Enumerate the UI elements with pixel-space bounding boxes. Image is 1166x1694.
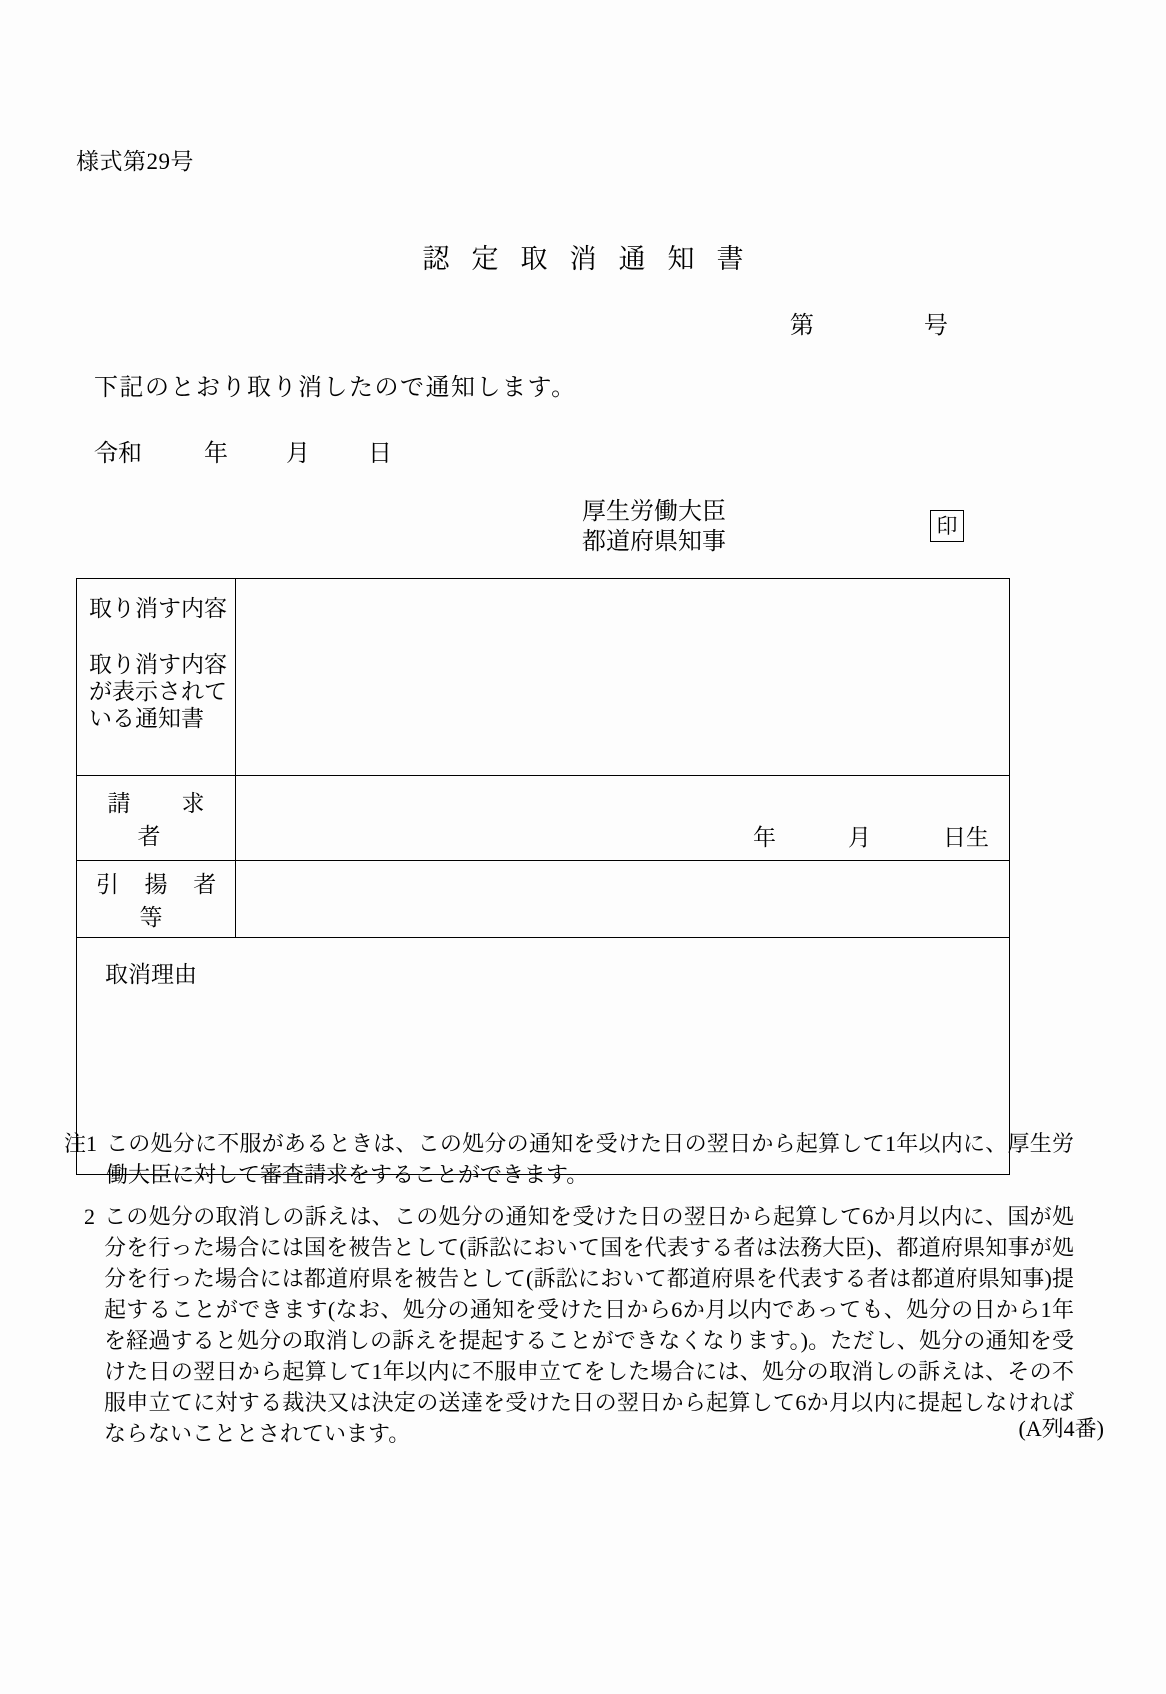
row-label-reason[interactable]: 取消理由 [77, 938, 1010, 1175]
page-title: 認定取消通知書 [422, 244, 766, 274]
document-number-line [790, 305, 948, 340]
row-label-cancellation [77, 579, 236, 776]
signature-minister: 厚生労働大臣 [582, 499, 726, 525]
era-label: 令和 [94, 441, 142, 467]
row-value-claimant[interactable] [236, 776, 1010, 861]
date-line [94, 433, 392, 468]
footnote-text: この処分に不服があるときは、この処分の通知を受けた日の翌日から起算して1年以内に、厚生労働大臣に対して審査請求をすることができます。 [106, 1131, 1074, 1187]
footnote-marker: 注1 [64, 1131, 98, 1156]
birth-day-unit: 日生 [943, 825, 989, 850]
lead-sentence: 下記のとおり取り消したので通知します。 [94, 375, 577, 401]
birth-date-line [753, 819, 989, 852]
month-unit: 月 [286, 441, 310, 467]
table-row-cancellation [77, 579, 1010, 776]
table-row-claimant [77, 776, 1010, 861]
table-row-repatriate [77, 861, 1010, 938]
footnote-text: この処分の取消しの訴えは、この処分の通知を受けた日の翌日から起算して6か月以内に、国が処分を行った場合には国を被告として(訴訟において国を代表する者は法務大臣)、都道府県知事が処分を行った場合には都道府県を被告として(訴訟において都道府県を代表する者は都道府県知事)提起することができます(なお、処分の通知を受けた日から6か月以内であっても、処分の日から1年を経過すると処分の取消しの訴えを提起することができなくなります。)。ただし、処分の通知を受けた日の翌日から起算して1年以内に不服申立てをした場合には、処分の取消しの訴えは、その不服申立てに対する裁決又は決定の送達を受けた日の翌日から起算して6か月以内に提起しなければならないこととされています。 [104, 1204, 1074, 1446]
signature-block [582, 497, 726, 557]
day-unit: 日 [368, 441, 392, 467]
row-value-repatriate[interactable] [236, 861, 1010, 938]
row-label-repatriate: 引 揚 者 等 [77, 861, 236, 938]
birth-month-unit: 月 [848, 825, 871, 850]
footnote-item [64, 1201, 1074, 1449]
cancel-notice-label-line2: が表示されて [89, 679, 227, 704]
footnotes [64, 1128, 1074, 1460]
seal-box: 印 [930, 510, 964, 542]
form-table [76, 578, 1010, 1175]
footnote-item [64, 1128, 1074, 1190]
cancel-notice-label-line1: 取り消す内容 [89, 652, 227, 677]
row-label-claimant: 請 求 者 [77, 776, 236, 861]
row-value-cancellation[interactable] [236, 579, 1010, 776]
year-unit: 年 [204, 441, 228, 467]
cancel-content-label-line1: 取り消す内容 [89, 596, 227, 621]
birth-year-unit: 年 [753, 825, 776, 850]
number-suffix: 号 [924, 313, 948, 339]
cancel-notice-label-line3: いる通知書 [89, 706, 204, 731]
footnote-marker: 2 [84, 1204, 95, 1229]
signature-governor: 都道府県知事 [582, 529, 726, 555]
paper-size-note: (A列4番) [1018, 1416, 1104, 1441]
form-number: 様式第29号 [76, 149, 194, 174]
number-prefix: 第 [790, 313, 814, 339]
